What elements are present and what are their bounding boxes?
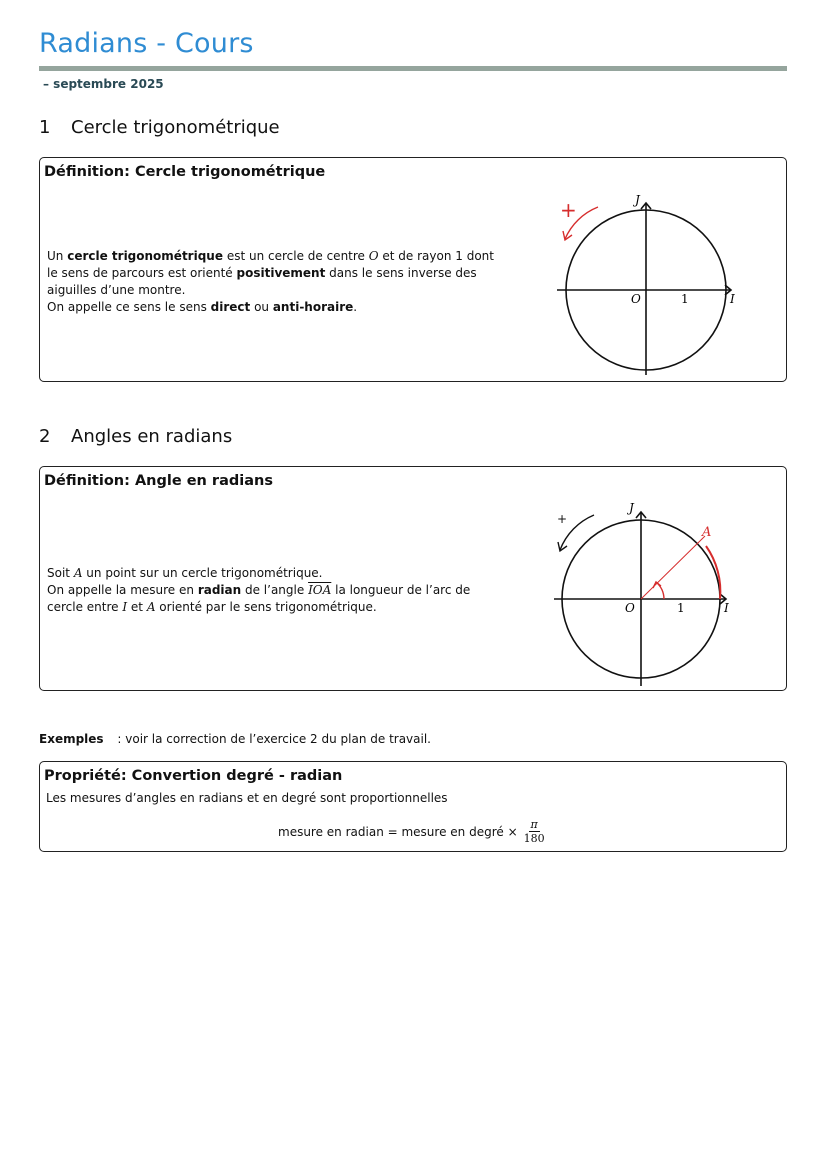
label-one: 1 bbox=[677, 601, 685, 615]
examples-label: Exemples bbox=[39, 732, 104, 746]
property-text: Les mesures d’angles en radians et en degré sont proportionnelles bbox=[46, 791, 448, 805]
definition-text: Un cercle trigonométrique est un cercle de centre O et de rayon 1 dont le sens de parcours est orienté positivement dans le sens inverse des aiguilles d’une montre. On appelle ce sens le sens direct ou anti-horaire. bbox=[47, 249, 494, 314]
formula-left: mesure en radian = mesure en degré × bbox=[278, 824, 518, 839]
section-2-heading bbox=[39, 426, 232, 447]
label-A: A bbox=[702, 525, 712, 540]
plus-sign: + bbox=[560, 198, 577, 222]
formula-fraction bbox=[522, 818, 547, 845]
radius-OA bbox=[641, 536, 705, 599]
trig-circle-figure-1 bbox=[545, 187, 745, 382]
examples-text: : voir la correction de l’exercice 2 du plan de travail. bbox=[113, 732, 431, 746]
section-title: Angles en radians bbox=[71, 426, 233, 447]
fraction-denominator: 180 bbox=[523, 832, 545, 845]
definition-text: Soit A un point sur un cercle trigonométrique. On appelle la mesure en radian de l’angle $\overline{IOA}$ la longueur de l’arc de cercle entre I et A orienté par le sens trigonométrique. bbox=[47, 566, 471, 614]
label-J: J bbox=[629, 501, 634, 515]
label-O: O bbox=[631, 292, 641, 306]
arc-IA bbox=[706, 546, 720, 599]
label-I: I bbox=[724, 601, 729, 615]
plus-sign: + bbox=[557, 512, 568, 526]
label-I: I bbox=[730, 292, 735, 306]
trig-circle-figure-2 bbox=[540, 496, 740, 691]
examples-line bbox=[39, 732, 431, 746]
page-date: – septembre 2025 bbox=[43, 77, 164, 91]
direction-arrow-head bbox=[563, 231, 572, 240]
conversion-formula bbox=[278, 818, 547, 845]
property-title: Propriété: Convertion degré - radian bbox=[44, 768, 343, 784]
definition-title: Définition: Angle en radians bbox=[44, 473, 273, 489]
section-title: Cercle trigonométrique bbox=[71, 117, 280, 138]
label-one: 1 bbox=[681, 292, 689, 306]
label-J: J bbox=[635, 193, 640, 207]
section-1-heading bbox=[39, 117, 280, 138]
label-O: O bbox=[625, 601, 635, 615]
title-rule bbox=[39, 66, 787, 71]
fraction-numerator: π bbox=[530, 818, 538, 831]
section-number: 2 bbox=[39, 426, 51, 447]
page-title: Radians - Cours bbox=[39, 28, 254, 59]
property-box bbox=[39, 761, 787, 852]
definition-title: Définition: Cercle trigonométrique bbox=[44, 164, 326, 180]
section-number: 1 bbox=[39, 117, 51, 138]
